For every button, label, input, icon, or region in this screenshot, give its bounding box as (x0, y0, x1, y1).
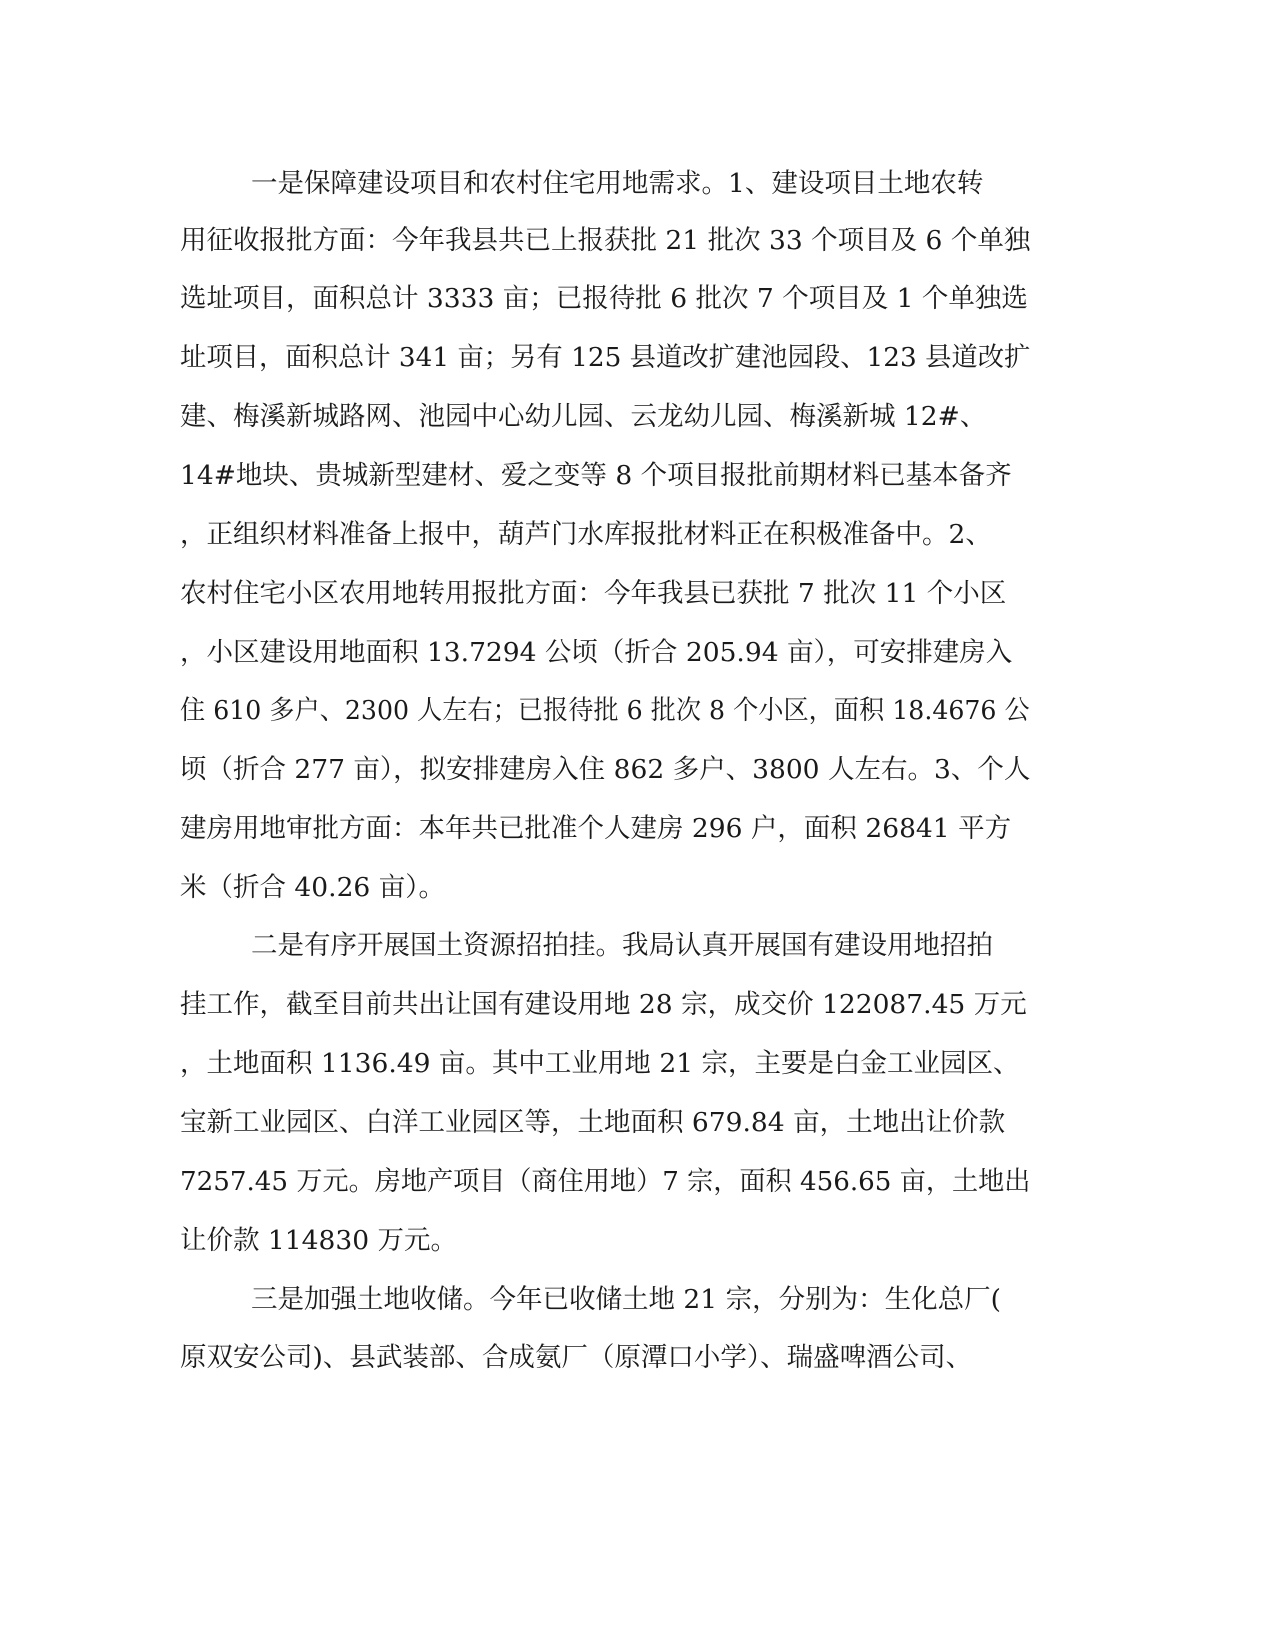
text-line: ，正组织材料准备上报中，葫芦门水库报批材料正在积极准备中。2、 (180, 519, 992, 550)
text-line: 农村住宅小区农用地转用报批方面：今年我县已获批 7 批次 11 个小区 (180, 578, 1007, 609)
text-line: 建房用地审批方面：本年共已批准个人建房 296 户，面积 26841 平方 (180, 813, 1012, 844)
text-line: ，小区建设用地面积 13.7294 公顷（折合 205.94 亩），可安排建房入 (180, 637, 1013, 668)
text-line: 原双安公司)、县武装部、合成氨厂（原潭口小学）、瑞盛啤酒公司、 (180, 1342, 973, 1373)
text-line: 用征收报批方面：今年我县共已上报获批 21 批次 33 个项目及 6 个单独 (180, 225, 1031, 256)
text-line: 顷（折合 277 亩），拟安排建房入住 862 多户、3800 人左右。3、个人 (180, 754, 1031, 785)
text-line: 三是加强土地收储。今年已收储土地 21 宗，分别为：生化总厂( (251, 1284, 1001, 1315)
text-line: 住 610 多户、2300 人左右；已报待批 6 批次 8 个小区，面积 18.4676 公 (180, 695, 1030, 726)
text-line: 二是有序开展国土资源招拍挂。我局认真开展国有建设用地招拍 (251, 930, 993, 961)
text-line: 一是保障建设项目和农村住宅用地需求。1、建设项目土地农转 (251, 168, 984, 199)
text-line: 宝新工业园区、白洋工业园区等，土地面积 679.84 亩，土地出让价款 (180, 1107, 1006, 1138)
text-line: 让价款 114830 万元。 (180, 1225, 458, 1256)
text-line: 建、梅溪新城路网、池园中心幼儿园、云龙幼儿园、梅溪新城 12#、 (180, 401, 987, 432)
text-line: 米（折合 40.26 亩）。 (180, 872, 445, 903)
text-line: 7257.45 万元。房地产项目（商住用地）7 宗，面积 456.65 亩，土地出 (180, 1166, 1031, 1197)
text-line: ，土地面积 1136.49 亩。其中工业用地 21 宗，主要是白金工业园区、 (180, 1048, 1020, 1079)
text-line: 址项目，面积总计 341 亩；另有 125 县道改扩建池园段、123 县道改扩 (180, 342, 1031, 373)
text-line: 14#地块、贵城新型建材、爱之变等 8 个项目报批前期材料已基本备齐 (180, 460, 1012, 491)
text-line: 挂工作，截至目前共出让国有建设用地 28 宗，成交价 122087.45 万元 (180, 989, 1027, 1020)
text-line: 选址项目，面积总计 3333 亩；已报待批 6 批次 7 个项目及 1 个单独选 (180, 283, 1028, 314)
